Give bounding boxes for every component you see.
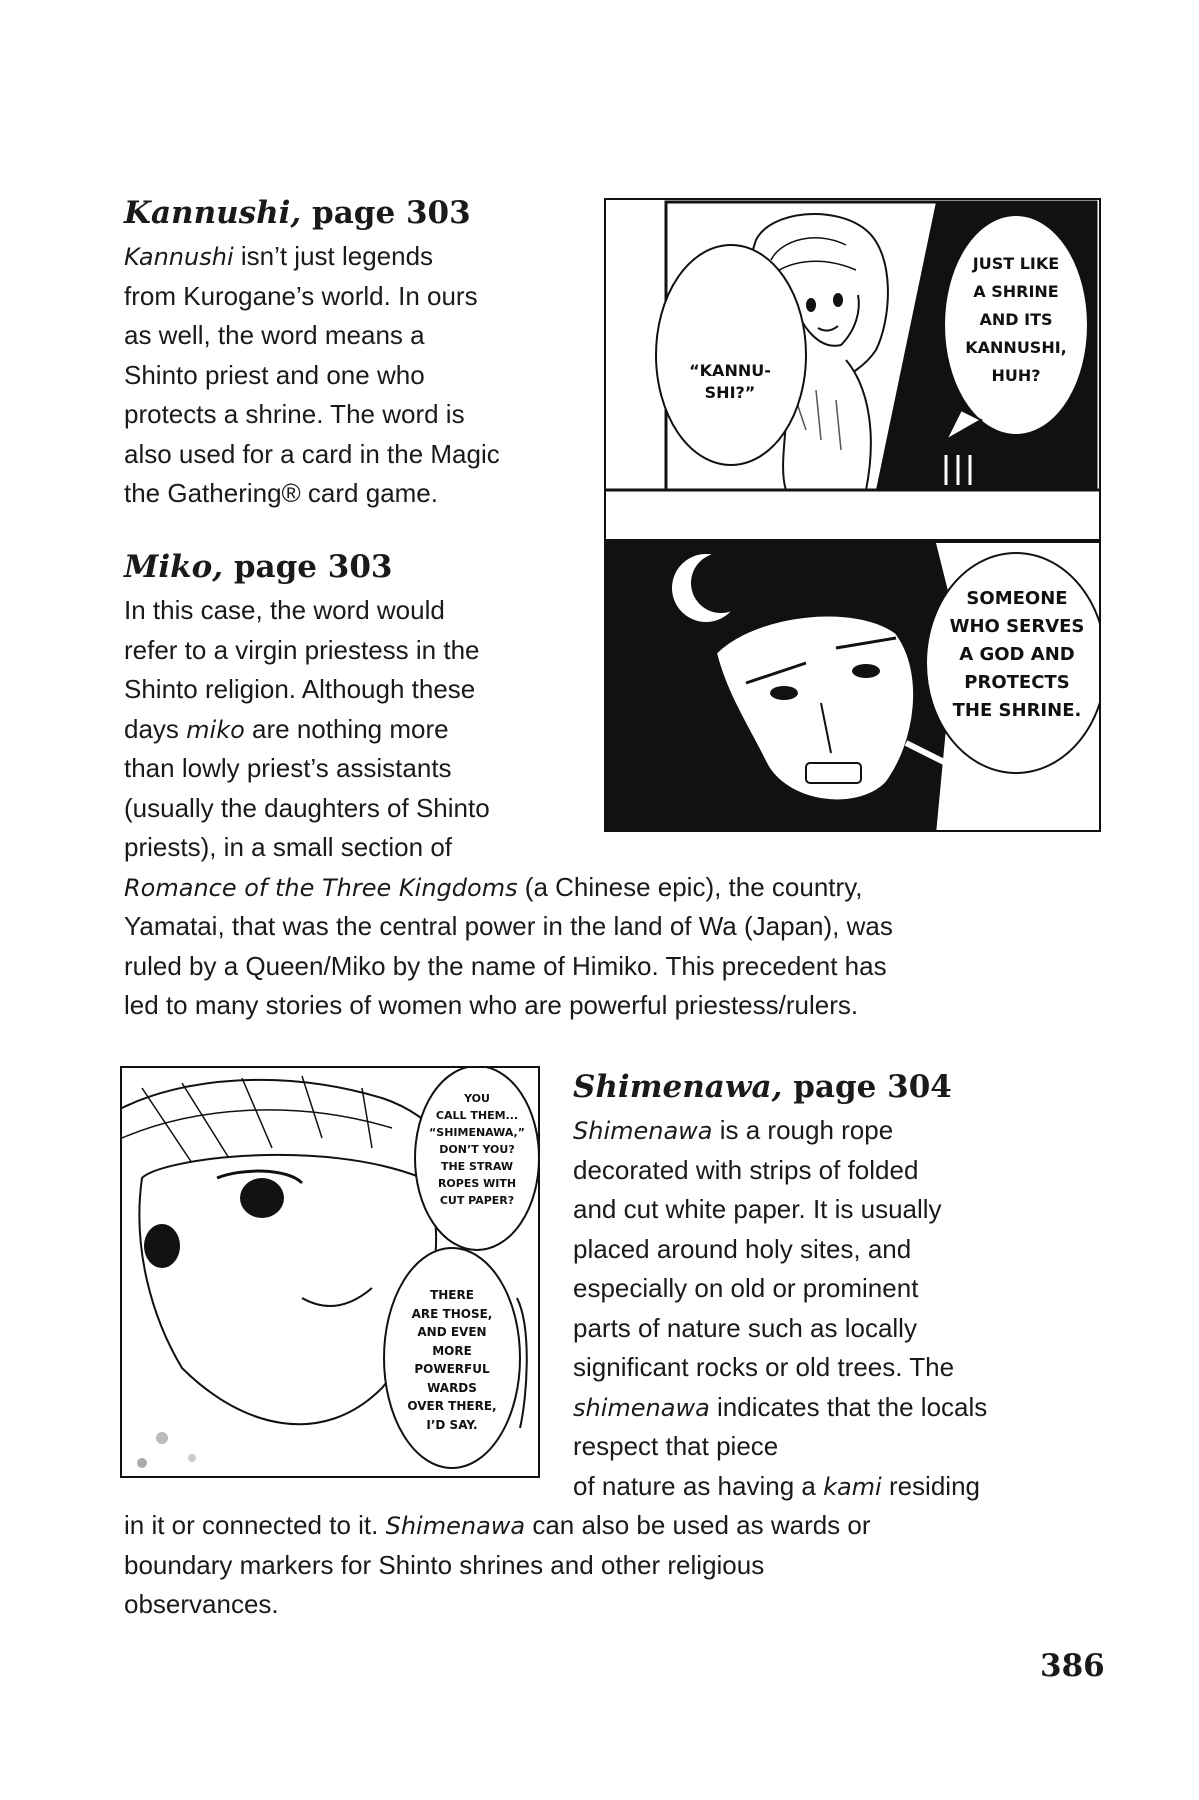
- shimenawa-text-run: placed around holy sites, and: [573, 1233, 912, 1264]
- bubble-line: ARE THOSE,: [411, 1306, 493, 1321]
- bubble-line: MORE: [432, 1343, 472, 1358]
- miko-text-run: than lowly priest’s assistants: [124, 753, 452, 783]
- kannushi-text-run: as well, the word means a: [124, 320, 425, 350]
- shimenawa-heading: [573, 1068, 952, 1106]
- kannushi-line: [124, 474, 500, 514]
- shimenawa-text-run: of nature as having a: [573, 1470, 824, 1501]
- shimenawa-line: [124, 1546, 987, 1586]
- manga-panel-shimenawa: [120, 1066, 540, 1478]
- miko-text-run: Shinto religion. Although these: [124, 674, 476, 704]
- kannushi-question-bubble: [660, 360, 800, 404]
- miko-page-ref: page 303: [233, 549, 393, 585]
- miko-text-run: Yamatai, that was the central power in the land of Wa (Japan), was: [124, 911, 893, 941]
- bubble-line: AND ITS: [979, 310, 1053, 329]
- miko-text-run: days: [124, 713, 187, 744]
- shimenawa-term: Shimenawa,: [573, 1069, 783, 1105]
- kannushi-italic-term: Kannushi: [124, 243, 234, 271]
- shimenawa-text-run: and cut white paper. It is usually: [573, 1194, 942, 1224]
- shimenawa-text-run: decorated with strips of folded: [573, 1154, 919, 1185]
- shimenawa-text-run: in it or connected to it.: [124, 1510, 386, 1540]
- bubble-line: WHO SERVES: [949, 616, 1085, 637]
- bubble-line: “SHIMENAWA,”: [429, 1126, 525, 1139]
- bubble-line: POWERFUL: [414, 1362, 490, 1376]
- bubble-line: ROPES WITH: [437, 1177, 517, 1190]
- shimenawa-italic-term: Shimenawa: [385, 1512, 526, 1540]
- shimenawa-text-run: can also be used as wards or: [525, 1510, 871, 1540]
- kannushi-line: [124, 316, 500, 356]
- bubble-line: CUT PAPER?: [439, 1194, 515, 1207]
- bubble-line: WARDS: [427, 1380, 477, 1395]
- kannushi-term: Kannushi,: [124, 195, 302, 231]
- shimenawa-text-run: significant rocks or old trees. The: [573, 1352, 955, 1382]
- shimenawa-text-run: indicates that the locals: [709, 1391, 988, 1422]
- bubble-line: THE STRAW: [440, 1160, 514, 1173]
- bubble-line: DON’T YOU?: [439, 1143, 515, 1156]
- shimenawa-text-run: respect that piece: [573, 1431, 779, 1461]
- shimenawa-page-ref: page 304: [793, 1069, 952, 1105]
- kannushi-text-run: from Kurogane’s world. In ours: [124, 280, 478, 311]
- kannushi-text-run: protects a shrine. The word is: [124, 399, 465, 429]
- just-like-a-shrine-bubble: [944, 250, 1088, 390]
- shimenawa-line: [573, 1230, 987, 1270]
- bubble-line: PROTECTS: [964, 672, 1070, 693]
- bubble-line: “KANNU-: [689, 361, 771, 380]
- shimenawa-line: [573, 1269, 987, 1309]
- bubble-line: A SHRINE: [973, 282, 1059, 301]
- miko-heading: [124, 548, 393, 586]
- you-call-them-bubble: [412, 1090, 540, 1209]
- kannushi-page-ref: page 303: [312, 195, 471, 231]
- shimenawa-line: [573, 1309, 987, 1349]
- miko-text-run: (usually the daughters of Shinto: [124, 792, 490, 823]
- kannushi-line: [124, 356, 500, 396]
- shimenawa-line: [124, 1585, 987, 1625]
- bubble-line: KANNUSHI,: [965, 338, 1067, 357]
- miko-text-run: priests), in a small section of: [124, 832, 453, 862]
- shimenawa-italic-term: Shimenawa: [573, 1117, 713, 1145]
- kannushi-text-run: the Gathering® card game.: [124, 478, 438, 508]
- shimenawa-italic-term: shimenawa: [573, 1393, 710, 1422]
- shimenawa-line: [573, 1190, 987, 1230]
- miko-text-run: led to many stories of women who are powerful priestess/rulers.: [124, 990, 859, 1020]
- kannushi-line: [124, 395, 500, 435]
- miko-italic-term: miko: [186, 715, 245, 744]
- shimenawa-line: [573, 1348, 987, 1388]
- miko-line: [124, 868, 893, 908]
- page-number: 386: [1040, 1648, 1105, 1684]
- shimenawa-line: [573, 1151, 987, 1191]
- bubble-line: THERE: [430, 1288, 474, 1302]
- shimenawa-line: [573, 1111, 987, 1151]
- bubble-line: I’D SAY.: [426, 1417, 478, 1432]
- kannushi-line: [124, 435, 500, 475]
- shimenawa-text-run: residing: [881, 1470, 980, 1501]
- shimenawa-text-run: especially on old or prominent: [573, 1273, 919, 1303]
- bubble-line: SOMEONE: [966, 588, 1068, 609]
- miko-line: [124, 947, 893, 987]
- bubble-line: SHI?”: [704, 383, 756, 402]
- miko-text-run: ruled by a Queen/Miko by the name of Himiko. This precedent has: [124, 950, 887, 981]
- shimenawa-text-run: is a rough rope: [712, 1115, 894, 1145]
- bubble-line: THE SHRINE.: [952, 700, 1082, 721]
- kannushi-line: [124, 277, 500, 317]
- shimenawa-line: [573, 1467, 987, 1507]
- bubble-line: YOU: [464, 1092, 490, 1105]
- miko-term: Miko,: [124, 549, 224, 585]
- bubble-line: CALL THEM...: [435, 1109, 519, 1122]
- miko-line: [124, 986, 893, 1026]
- kannushi-paragraph: [124, 237, 500, 514]
- someone-who-serves-bubble: [936, 585, 1098, 725]
- kannushi-line: [124, 237, 500, 277]
- kannushi-text-run: Shinto priest and one who: [124, 359, 425, 390]
- miko-italic-term: Romance of the Three Kingdoms: [124, 873, 518, 902]
- bubble-line: A GOD AND: [959, 644, 1075, 665]
- miko-line: [124, 907, 893, 947]
- bubble-line: JUST LIKE: [972, 254, 1060, 273]
- bubble-line: HUH?: [991, 366, 1041, 385]
- there-are-those-bubble: [384, 1286, 520, 1434]
- shimenawa-line: [573, 1427, 987, 1467]
- shimenawa-text-run: boundary markers for Shinto shrines and other religious: [124, 1549, 765, 1580]
- manga-panel-kannushi: [604, 198, 1101, 541]
- miko-text-run: are nothing more: [244, 713, 449, 744]
- kannushi-text-run: isn’t just legends: [233, 241, 434, 271]
- miko-text-run: In this case, the word would: [124, 595, 445, 625]
- shimenawa-line: [573, 1388, 987, 1428]
- shimenawa-text-run: parts of nature such as locally: [573, 1312, 917, 1343]
- shimenawa-text-run: observances.: [124, 1589, 279, 1619]
- shimenawa-italic-term: kami: [823, 1472, 882, 1501]
- bubble-line: OVER THERE,: [407, 1399, 497, 1413]
- miko-text-run: (a Chinese epic), the country,: [517, 871, 863, 902]
- manga-panel-miko: [604, 541, 1101, 832]
- kannushi-heading: [124, 194, 471, 232]
- miko-line: [124, 828, 893, 868]
- miko-text-run: refer to a virgin priestess in the: [124, 634, 480, 665]
- kannushi-text-run: also used for a card in the Magic: [124, 438, 500, 469]
- shimenawa-line: [124, 1506, 987, 1546]
- bubble-line: AND EVEN: [417, 1325, 487, 1339]
